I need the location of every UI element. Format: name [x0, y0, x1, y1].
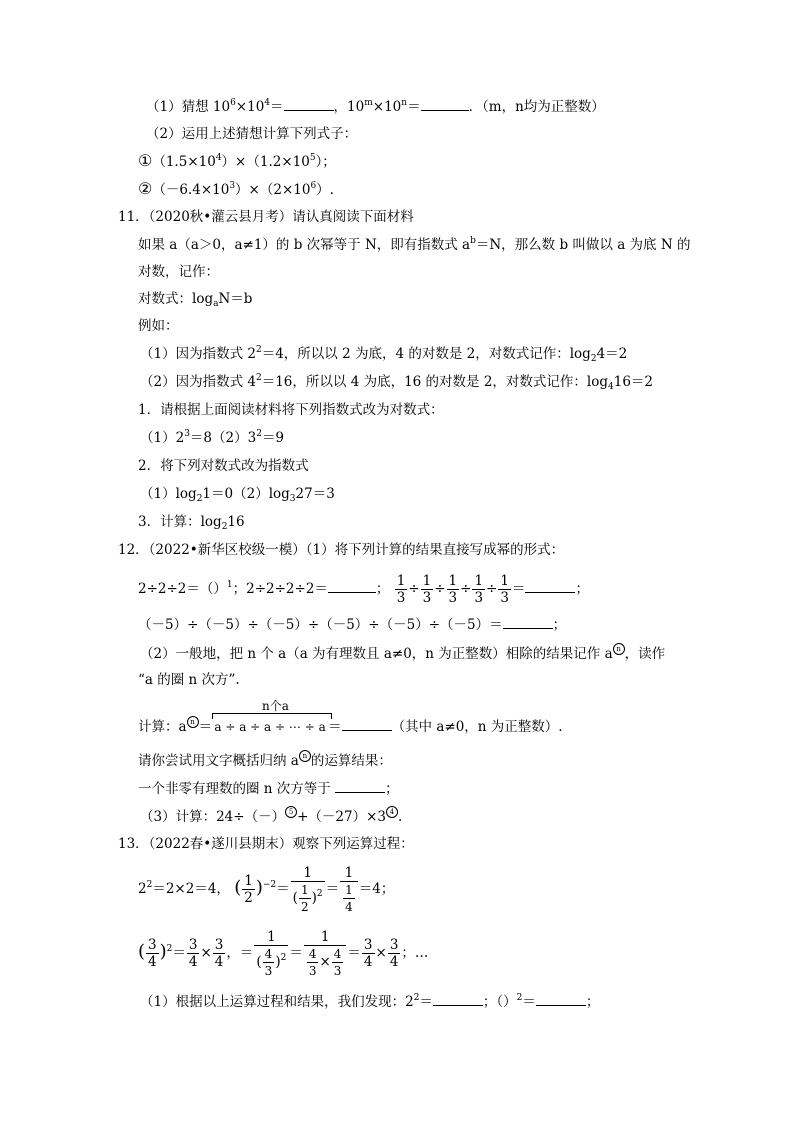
fraction: $\frac{3}{4}$	[188, 937, 198, 970]
q12-part2: （2）一般地，把 n 个 a（a 为有理数且 a≠0，n 为正整数）相除的结果记作 a n ，读作	[140, 645, 666, 662]
fraction: $\frac{3}{4}$	[363, 937, 373, 970]
q11-task3: 3．计算：$\log_216$	[138, 514, 245, 532]
fraction: $\frac{3}{4}$	[389, 937, 399, 970]
q11-line3: 对数式：$\log_aN=b$	[138, 291, 253, 309]
q11-example: 例如：	[138, 318, 179, 334]
circled-n: n	[299, 750, 311, 762]
q12-calc-brace-label: n个a	[262, 699, 289, 713]
q11-example1: （1）因为指数式 $2^2=4$，所以以 2 为底，4 的对数是 2，对数式记作：$\log_24=2$	[140, 345, 628, 364]
fraction: $\frac{1}{2}$	[300, 882, 309, 914]
q11-task2-items: $(1)\log_21=0(2)\log_327=3$	[140, 486, 335, 504]
q13-heading: 13．（2022春•遂川县期末）观察下列运算过程：	[118, 836, 414, 852]
answer-blank[interactable]	[503, 614, 553, 629]
answer-blank[interactable]	[525, 578, 575, 593]
circled-4: 4	[386, 806, 398, 818]
fraction: 1 ( $\frac{1}{2}$ )$^2$	[292, 864, 323, 914]
fraction: $\frac{1}{3}$	[448, 573, 458, 606]
fraction: $\frac{4}{3}$	[264, 946, 273, 978]
fraction: $\frac{1}{3}$	[500, 573, 509, 606]
answer-blank[interactable]	[335, 778, 385, 793]
fraction: $\frac{1}{2}$	[244, 873, 253, 906]
q11-line2: 对数，记作：	[138, 264, 219, 280]
q11-heading: 11．（2020秋•灌云县月考）请认真阅读下面材料	[118, 209, 414, 225]
fraction: $\frac{1}{3}$	[474, 573, 484, 606]
q13-row1: $2^2=2\times 2=4$， ( $\frac{1}{2}$ )$^{-2}$＝ 1 ( $\frac{1}{2}$ )$^2$ ＝ $\frac{1}{\frac{1}{4}}$ ＝4；	[138, 864, 395, 914]
q12-general: 一个非零有理数的圈 n 次方等于 ；	[138, 778, 399, 798]
q12-part2-cont: “a 的圈 n 次方”.	[138, 672, 240, 688]
circled-n: n	[613, 643, 625, 655]
fraction: $\frac{1}{3}$	[396, 573, 406, 606]
fraction: $\frac{4}{3}$	[308, 946, 317, 978]
fraction: 1 $\frac{4}{3}$ × $\frac{4}{3}$	[304, 929, 347, 979]
q11-task2: 2．将下列对数式改为指数式	[138, 458, 309, 474]
q12-row1: 2÷2÷2＝（）$^1$；2÷2÷2÷2＝ ； $\frac{1}{3}$ ÷ $\frac{1}{3}$ ÷ $\frac{1}{3}$ ÷ $\frac{1}{3}$ ÷ $\frac{1}{3}$ ＝ ；	[138, 573, 589, 606]
q12-try: 请你尝试用文字概括归纳 a n 的运算结果：	[138, 752, 392, 769]
circled-n: n	[187, 716, 199, 728]
q11-task1: 1．请根据上面阅读材料将下列指数式改为对数式：	[138, 402, 444, 418]
fraction: $\frac{1}{3}$	[422, 573, 432, 606]
q10-item2: $②(-6.4\times 10^3)\times(2\times 10^6)$.	[138, 179, 334, 198]
answer-blank[interactable]	[536, 991, 586, 1006]
fraction: 1 ( $\frac{4}{3}$ )$^2$	[256, 928, 287, 978]
answer-blank[interactable]	[284, 96, 334, 111]
q11-line1: 如果 a（a＞0，a≠1）的 b 次幂等于 N，即有指数式 $a^b=N$，那么数 b 叫做以 a 为底 N 的	[138, 236, 691, 253]
q10-item1: $①(1.5\times 10^4)\times(1.2\times 10^5)$；	[138, 151, 336, 170]
answer-blank[interactable]	[421, 96, 469, 111]
q12-part3: （3）计算：24÷（－） 5 +（－27）×3 4 .	[140, 808, 403, 825]
q12-row2: （－5）÷（－5）÷（－5）÷（－5）÷（－5）÷（－5）＝ ；	[138, 614, 566, 634]
circled-5: 5	[285, 806, 297, 818]
q13-part1: （1）根据以上运算过程和结果，我们发现：$2^2=$ ；（）$^2$＝ ；	[140, 993, 600, 1010]
q10-part1: （1）猜想 $10^6\times 10^4=$ ，$10^m\times 10^n=$ ．（m，n均为正整数）	[146, 98, 605, 115]
answer-blank[interactable]	[328, 578, 376, 593]
answer-blank[interactable]	[342, 716, 392, 731]
answer-blank[interactable]	[433, 991, 483, 1006]
fraction: $\frac{3}{4}$	[214, 937, 224, 970]
q13-row2: ( $\frac{3}{4}$ )$^2$＝ $\frac{3}{4}$ × $\frac{3}{4}$ ，＝ 1 ( $\frac{4}{3}$ )$^2$ ＝ 1 $\frac{4}{3}$ × $\frac{4}{3}$ ＝ $\frac{3}{4}$ × $\frac{3}{4}$ ；…	[138, 928, 429, 978]
fraction: $\frac{3}{4}$	[148, 937, 157, 970]
q11-task1-items: $(1)2^3=8(2)3^2=9$	[140, 429, 285, 446]
fraction: $\frac{4}{3}$	[333, 946, 342, 978]
q10-part2: （2）运用上述猜想计算下列式子：	[146, 126, 358, 142]
fraction: $\frac{1}{\frac{1}{4}}$	[340, 865, 358, 915]
q12-calc: 计算：a n ＝ a ÷ a ÷ a ÷ ⋯ ÷ a ＝ （其中 a≠0，n 为正整数）.	[138, 718, 563, 735]
q12-heading: 12．（2022•新华区校级一模）（1）将下列计算的结果直接写成幂的形式：	[118, 542, 565, 558]
fraction: $\frac{1}{4}$	[345, 882, 353, 914]
q11-example2: （2）因为指数式 $4^2=16$，所以以 4 为底，16 的对数是 2，对数式记作：$\log_416=2$	[140, 373, 654, 392]
